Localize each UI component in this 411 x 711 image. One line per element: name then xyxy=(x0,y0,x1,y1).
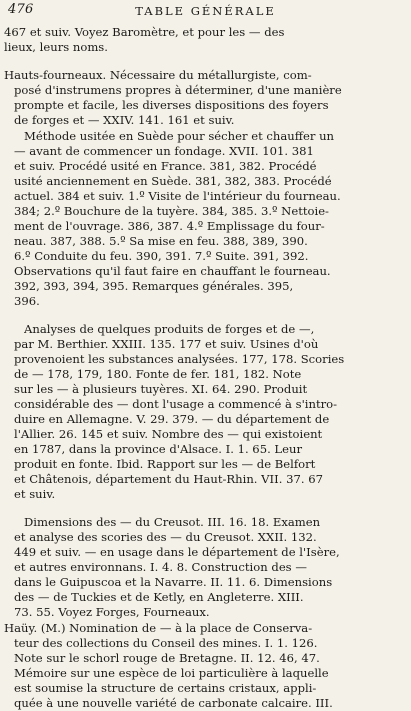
text-line: Hauts-fourneaux. Nécessaire du métallurgiste, com- xyxy=(4,68,312,82)
text-line: teur des collections du Conseil des mines. I. 1. 126. xyxy=(14,636,318,650)
text-line: Note sur le schorl rouge de Bretagne. II. 12. 46, 47. xyxy=(14,651,320,665)
page-header xyxy=(0,2,411,24)
text-line: Méthode usitée en Suède pour sécher et chauffer un xyxy=(24,129,335,143)
text-line: 73. 55. Voyez Forges, Fourneaux. xyxy=(14,605,210,619)
text-line: de — 178, 179, 180. Fonte de fer. 181, 182. Note xyxy=(14,367,302,381)
text-line: dans le Guipuscoa et la Navarre. II. 11. 6. Dimensions xyxy=(14,575,333,589)
text-line: considérable des — dont l'usage a commencé à s'intro- xyxy=(14,397,338,411)
text-line: Analyses de quelques produits de forges et de —, xyxy=(24,322,315,336)
text-line: — avant de commencer un fondage. XVII. 101. 381 xyxy=(14,144,314,158)
text-line: Dimensions des — du Creusot. III. 16. 18. Examen xyxy=(24,515,321,529)
text-line: usité anciennement en Suède. 381, 382, 383. Procédé xyxy=(14,174,332,188)
text-line: 467 et suiv. Voyez Baromètre, et pour les — des xyxy=(4,25,285,39)
text-line: de forges et — XXIV. 141. 161 et suiv. xyxy=(14,113,235,127)
text-line: Haüy. (M.) Nomination de — à la place de Conserva- xyxy=(4,621,313,635)
text-line: en 1787, dans la province d'Alsace. I. 1. 65. Leur xyxy=(14,442,303,456)
text-line: lieux, leurs noms. xyxy=(4,40,108,54)
text-line: sur les — à plusieurs tuyères. XI. 64. 290. Produit xyxy=(14,382,308,396)
text-line: provenoient les substances analysées. 177, 178. Scories xyxy=(14,352,345,366)
text-line: produit en fonte. Ibid. Rapport sur les — de Belfort xyxy=(14,457,316,471)
text-line: quée à une nouvelle variété de carbonate calcaire. III. xyxy=(14,696,333,710)
text-line: posé d'instrumens propres à déterminer, d'une manière xyxy=(14,83,342,97)
text-line: 396. xyxy=(14,294,40,308)
text-line: 449 et suiv. — en usage dans le département de l'Isère, xyxy=(14,545,340,559)
text-line: par M. Berthier. XXIII. 135. 177 et suiv. Usines d'où xyxy=(14,337,319,351)
page-number: 476 xyxy=(8,2,34,17)
text-line: ment de l'ouvrage. 386, 387. 4.º Emplissage du four- xyxy=(14,219,325,233)
text-line: et suiv. Procédé usité en France. 381, 382. Procédé xyxy=(14,159,317,173)
text-line: Mémoire sur une espèce de loi particulière à laquelle xyxy=(14,666,329,680)
text-line: Observations qu'il faut faire en chauffant le fourneau. xyxy=(14,264,331,278)
text-line: l'Allier. 26. 145 et suiv. Nombre des — qui existoient xyxy=(14,427,323,441)
index-text xyxy=(0,25,411,710)
text-line: et suiv. xyxy=(14,487,56,501)
running-title: TABLE GÉNÉRALE xyxy=(135,4,276,18)
text-line: neau. 387, 388. 5.º Sa mise en feu. 388, 389, 390. xyxy=(14,234,308,248)
text-line: 6.º Conduite du feu. 390, 391. 7.º Suite. 391, 392. xyxy=(14,249,309,263)
text-line: et Châtenois, département du Haut-Rhin. VII. 37. 67 xyxy=(14,472,323,486)
text-line: duire en Allemagne. V. 29. 379. — du département de xyxy=(14,412,330,426)
text-line: et analyse des scories des — du Creusot. XXII. 132. xyxy=(14,530,317,544)
text-line: prompte et facile, les diverses dispositions des foyers xyxy=(14,98,329,112)
text-line: et autres environnans. I. 4. 8. Construction des — xyxy=(14,560,307,574)
text-line: des — de Tuckies et de Ketly, en Angleterre. XIII. xyxy=(14,590,304,604)
text-line: 384; 2.º Bouchure de la tuyère. 384, 385. 3.º Nettoie- xyxy=(14,204,329,218)
text-line: 392, 393, 394, 395. Remarques générales. 395, xyxy=(14,279,294,293)
text-line: est soumise la structure de certains cristaux, appli- xyxy=(14,681,317,695)
text-line: actuel. 384 et suiv. 1.º Visite de l'intérieur du fourneau. xyxy=(14,189,341,203)
